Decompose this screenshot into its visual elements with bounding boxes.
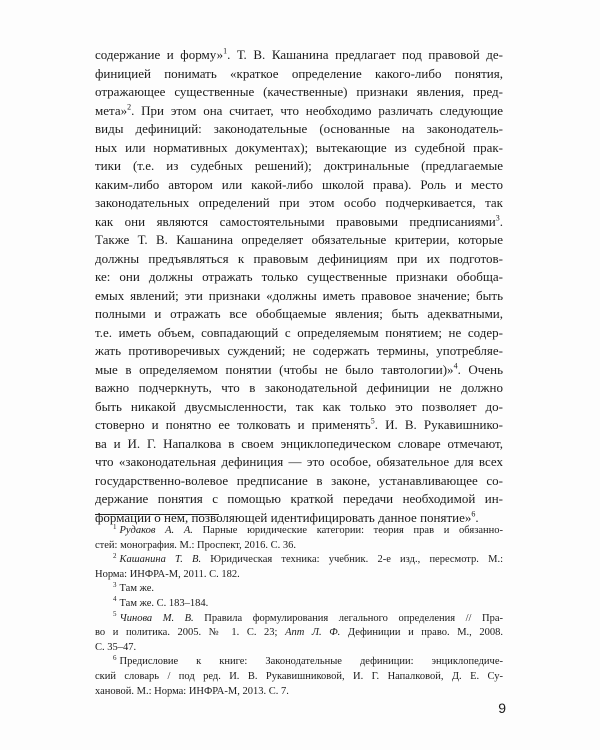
footnote-separator bbox=[95, 514, 219, 515]
footnote-line: во и политика. 2005. № 1. С. 23; Апт Л. Ф. Дефиниции и право. М., 2008. bbox=[95, 627, 503, 639]
footnote-author: Кашанина Т. В. bbox=[119, 554, 202, 566]
text-line: каким-либо автором или какой-либо школой права). Роль и место bbox=[95, 176, 503, 192]
text-line: законодательных определений при этом особо подчеркивается, так bbox=[95, 195, 503, 210]
footnote-number: 6 bbox=[113, 653, 117, 662]
footnote-author: Рудаков А. А. bbox=[119, 525, 193, 536]
footnote bbox=[95, 524, 503, 553]
footnote-ref[interactable]: 5 bbox=[370, 416, 375, 426]
footnote-line: $^4$ Там же. С. 183–184. bbox=[113, 595, 209, 609]
text-line: емых явлений; эти признаки «должны иметь правовое значение; быть bbox=[95, 287, 503, 303]
footnote-line: $^2$ Кашанина Т. В. Юридическая техника: учебник. 2-е изд., пересмотр. М.: bbox=[113, 551, 503, 566]
text-line: держание понятия с помощью краткой передачи необходимой ин- bbox=[95, 491, 503, 506]
footnote-number: 5 bbox=[113, 610, 117, 619]
text-line: отражающее существенные (качественные) признаки явления, пред- bbox=[95, 84, 503, 99]
text-line: финицией понимать «краткое определение какого-либо понятия, bbox=[95, 65, 503, 81]
text-line: государственно-волевое предписание в законе, устанавливающее со- bbox=[95, 472, 503, 488]
text-line: полными и отражать все обобщаемые явления; быть адекватными, bbox=[95, 306, 503, 321]
text-line: жать противоречивых суждений; не содержать термины, употребляе- bbox=[95, 343, 503, 358]
footnote-author: Апт Л. Ф. bbox=[285, 627, 341, 639]
page-number: 9 bbox=[498, 700, 506, 716]
footnote bbox=[95, 655, 503, 699]
footnote bbox=[95, 597, 503, 612]
footnote-line: Норма: ИНФРА-М, 2011. С. 182. bbox=[95, 568, 240, 580]
text-line: важно подчеркнуть, что в законодательной дефиниции не должно bbox=[95, 380, 503, 395]
text-line: т.е. иметь объем, совпадающий с определяемым понятием; не содер- bbox=[95, 324, 503, 340]
text-line: виды дефиниций: законодательные (основанные на законодатель- bbox=[95, 121, 503, 136]
footnote-number: 3 bbox=[113, 580, 117, 589]
footnote-line: хановой. М.: Норма: ИНФРА-М, 2013. С. 7. bbox=[95, 685, 289, 697]
text-line: стоверно и понятно ее толковать и применять$^5$. И. В. Рукавишнико- bbox=[95, 416, 503, 432]
footnote-ref[interactable]: 6 bbox=[471, 509, 476, 519]
text-line: быть никакой двусмысленности, так как только это позволяет до- bbox=[95, 398, 503, 414]
footnote-line: $^5$ Чинова М. В. Правила формулирования легального определения // Пра- bbox=[113, 610, 503, 624]
footnote-number: 2 bbox=[113, 551, 117, 560]
footnote-number: 1 bbox=[113, 522, 117, 531]
text-line: формации о нем, позволяющей идентифицировать данное понятие»$^6$. bbox=[95, 509, 479, 525]
footnote-line: $^1$ Рудаков А. А. Парные юридические категории: теория прав и обязанно- bbox=[113, 522, 503, 536]
text-line: ке: они должны отражать только существенные признаки обобща- bbox=[95, 269, 503, 284]
text-line: как они являются самостоятельными правовыми предписаниями$^3$. bbox=[95, 213, 503, 229]
text-line: что «законодательная дефиниция — это особое, обязательное для всех bbox=[95, 454, 503, 469]
main-text bbox=[95, 46, 503, 527]
footnote-line: С. 35–47. bbox=[95, 641, 137, 653]
footnote bbox=[95, 553, 503, 582]
footnote-line: ский словарь / под ред. И. В. Рукавишниковой, И. Г. Напалковой, Д. Е. Су- bbox=[95, 670, 503, 682]
footnote-line: стей: монография. М.: Проспект, 2016. С. 36. bbox=[95, 539, 296, 551]
footnote-line: $^3$ Там же. bbox=[113, 580, 154, 595]
footnote-ref[interactable]: 1 bbox=[223, 46, 228, 56]
footnote bbox=[95, 582, 503, 597]
text-line: ва и И. Г. Напалкова в своем энциклопедическом словаре отмечают, bbox=[95, 435, 503, 451]
text-line: мые в определяемом понятии (чтобы не было тавтологии)»$^4$. Очень bbox=[95, 361, 503, 377]
footnote-ref[interactable]: 4 bbox=[453, 361, 458, 371]
text-line: мета»$^2$. При этом она считает, что необходимо различать следующие bbox=[95, 102, 503, 118]
footnotes bbox=[95, 524, 503, 699]
text-line: Также Т. В. Кашанина определяет обязательные критерии, которые bbox=[95, 232, 503, 247]
text-line: должны предъявляться к правовым дефинициям при их подготов- bbox=[95, 250, 503, 266]
footnote-line: $^6$ Предисловие к книге: Законодательные дефиниции: энциклопедиче- bbox=[113, 653, 503, 668]
footnote bbox=[95, 612, 503, 656]
footnote-ref[interactable]: 3 bbox=[495, 213, 500, 223]
text-line: тики (т.е. из судебных решений); доктринальные (предлагаемые bbox=[95, 158, 503, 173]
text-line: содержание и форму»$^1$. Т. В. Кашанина предлагает под правовой де- bbox=[95, 46, 503, 62]
footnote-author: Чинова М. В. bbox=[119, 612, 194, 624]
footnote-ref[interactable]: 2 bbox=[127, 102, 132, 112]
footnote-number: 4 bbox=[113, 595, 117, 604]
text-line: ных или нормативных документах); вытекающие из судебной прак- bbox=[95, 139, 503, 155]
